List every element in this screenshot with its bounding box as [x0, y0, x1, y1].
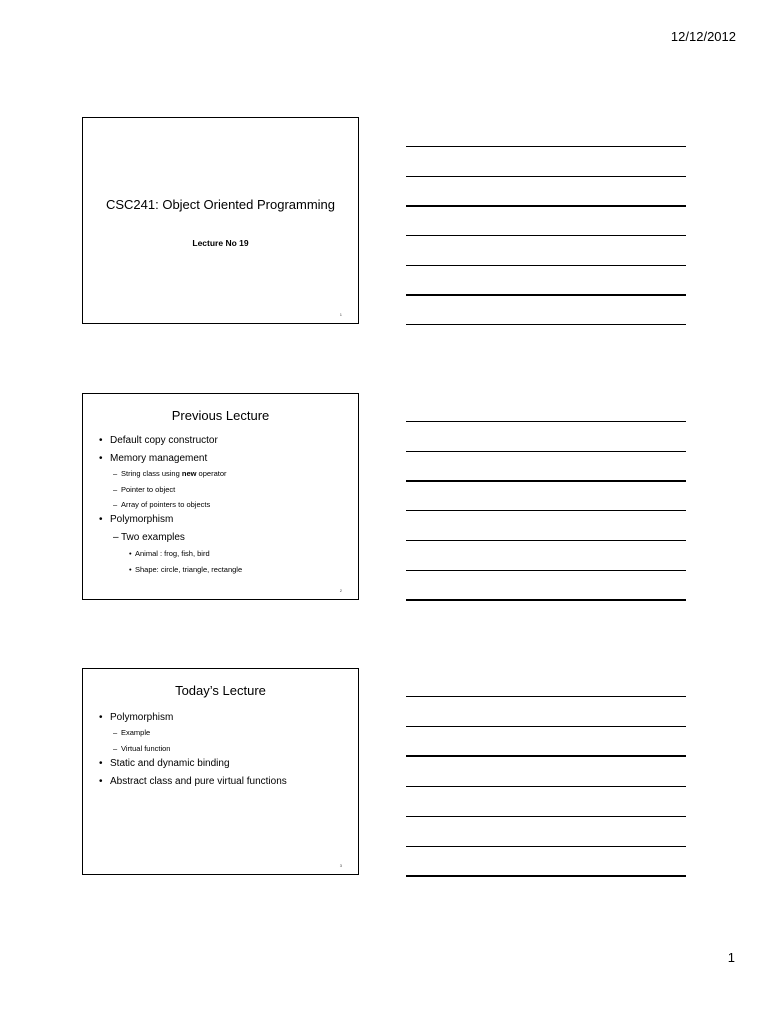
- bullet-mark: •: [129, 564, 132, 574]
- note-line: [406, 875, 686, 877]
- bullet-item: [99, 758, 350, 770]
- note-line: [406, 846, 686, 847]
- dash-mark: –: [113, 500, 118, 509]
- bullet-keyword: new: [181, 469, 197, 478]
- slide-title: Previous Lecture: [171, 408, 270, 423]
- bullet-mark: •: [99, 712, 103, 723]
- bullet-text: Static and dynamic binding: [110, 757, 230, 769]
- bullet-text: Shape: circle, triangle, rectangle: [135, 564, 243, 574]
- bullet-item: [99, 453, 350, 465]
- slide-3-thumbnail: [82, 668, 359, 875]
- slide-title: CSC241: Object Oriented Programming: [105, 197, 336, 212]
- note-line: [406, 421, 686, 422]
- note-line: [406, 816, 686, 817]
- note-line: [406, 599, 686, 601]
- bullet-text: Default copy constructor: [110, 435, 218, 446]
- bullet-item: [99, 435, 350, 447]
- slide-number: 2: [339, 588, 342, 593]
- bullet-text: Polymorphism: [110, 514, 174, 525]
- note-line: [406, 451, 686, 452]
- dash-mark: –: [113, 743, 118, 753]
- note-line: [406, 294, 686, 296]
- bullet-text: Virtual function: [121, 743, 171, 753]
- bullet-text: String class using: [121, 469, 182, 478]
- bullet-item: [99, 514, 350, 526]
- slide-number: 3: [339, 863, 342, 868]
- bullet-mark: •: [99, 453, 103, 464]
- note-line: [406, 726, 686, 727]
- slide-subtitle: Lecture No 19: [192, 238, 249, 248]
- bullet-mark: •: [99, 514, 103, 525]
- page-number: 1: [727, 950, 735, 965]
- note-line: [406, 324, 686, 325]
- note-line: [406, 235, 686, 236]
- sub-bullet-item: [113, 744, 350, 753]
- note-line: [406, 786, 686, 787]
- sub-bullet-item: [113, 485, 350, 494]
- bullet-text: Abstract class and pure virtual functions: [110, 775, 287, 787]
- bullet-mark: •: [99, 435, 103, 446]
- sub-sub-bullet-item: [129, 565, 350, 574]
- slide-number: 1: [339, 312, 342, 317]
- sub-bullet-item: [113, 469, 350, 478]
- bullet-item: [99, 712, 350, 724]
- note-line: [406, 146, 686, 147]
- note-line: [406, 205, 686, 207]
- note-line: [406, 696, 686, 697]
- page-date: 12/12/2012: [670, 29, 736, 44]
- bullet-item: [99, 776, 350, 788]
- bullet-text: Example: [121, 728, 151, 737]
- sub-bullet-item: [113, 728, 350, 737]
- sub-bullet-item: [113, 532, 350, 544]
- bullet-text: Memory management: [110, 453, 208, 464]
- note-line: [406, 755, 686, 757]
- bullet-mark: •: [99, 757, 103, 769]
- slide-title: Today’s Lecture: [175, 683, 266, 698]
- note-line: [406, 480, 686, 482]
- dash-mark: –: [113, 532, 119, 543]
- bullet-mark: •: [129, 549, 132, 558]
- dash-mark: –: [113, 484, 118, 494]
- bullet-text: Two examples: [121, 532, 185, 543]
- sub-sub-bullet-item: [129, 549, 350, 558]
- note-line: [406, 176, 686, 177]
- note-line: [406, 570, 686, 571]
- bullet-text: Pointer to object: [121, 484, 176, 494]
- bullet-mark: •: [99, 775, 103, 787]
- sub-bullet-item: [113, 500, 350, 509]
- bullet-text: Animal : frog, fish, bird: [135, 549, 210, 558]
- note-line: [406, 540, 686, 541]
- note-line: [406, 510, 686, 511]
- bullet-text: Polymorphism: [110, 712, 174, 723]
- dash-mark: –: [113, 728, 118, 737]
- bullet-text: operator: [196, 469, 227, 478]
- slide-1-thumbnail: [82, 117, 359, 324]
- dash-mark: –: [113, 469, 118, 478]
- slide-bullet-list: [99, 712, 350, 794]
- bullet-text: Array of pointers to objects: [121, 500, 211, 509]
- slide-2-thumbnail: [82, 393, 359, 600]
- note-line: [406, 265, 686, 266]
- slide-bullet-list: [99, 435, 350, 580]
